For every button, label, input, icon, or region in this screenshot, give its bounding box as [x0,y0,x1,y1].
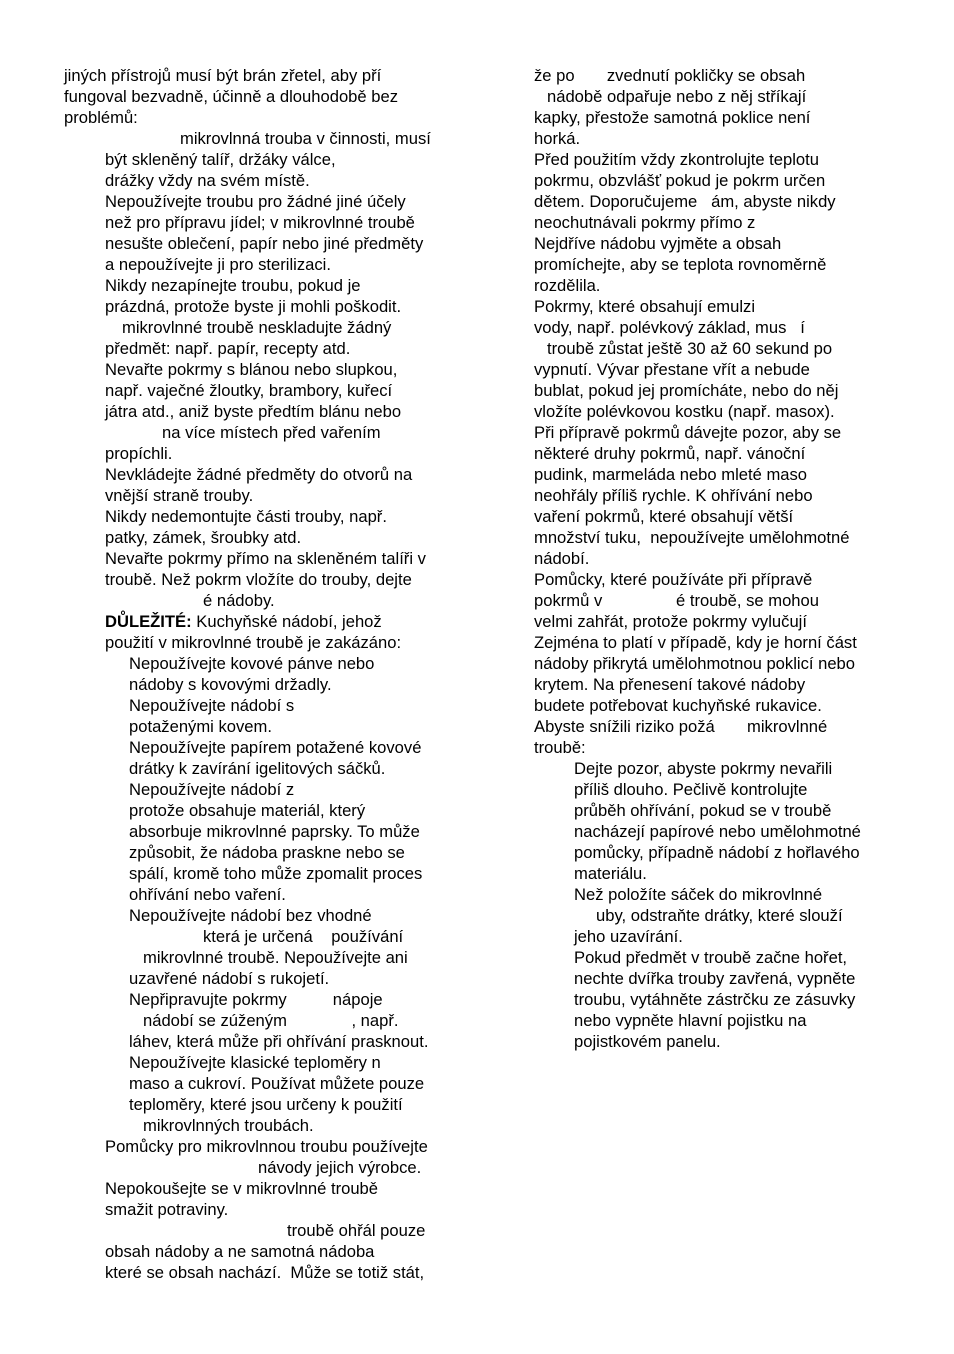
text-line: uby, odstraňte drátky, které slouží [596,906,843,925]
text-line: propíchli. [105,444,173,463]
text-line: drátky k zavírání igelitových sáčků. [129,759,386,778]
text-line: nádobí. [534,549,590,568]
text-line: nesušte oblečení, papír nebo jiné předměty [105,234,424,253]
text-line: protože obsahuje materiál, který [129,801,366,820]
text-line: Dejte pozor, abyste pokrmy nevařili [574,759,833,778]
text-line: příliš dlouho. Pečlivě kontrolujte [574,780,808,799]
text-line: Nepoužívejte kovové pánve nebo [129,654,375,673]
text-line: způsobit, že nádoba praskne nebo se [129,843,405,862]
text-line: Nepoužívejte nádobí z [129,780,295,799]
text-line: Nepoužívejte troubu pro žádné jiné účely [105,192,406,211]
text-line: promíchejte, aby se teplota rovnoměrně [534,255,827,274]
text-line: vaření pokrmů, které obsahují větší [534,507,794,526]
text-line: vnější straně trouby. [105,486,254,505]
text-line: Nepřipravujte pokrmy nápoje [129,990,383,1009]
text-line: maso a cukroví. Používat můžete pouze [129,1074,425,1093]
text-line: Nikdy nezapínejte troubu, pokud je [105,276,361,295]
text-line: potaženými kovem. [129,717,272,736]
text-line: průběh ohřívání, pokud se v troubě [574,801,832,820]
text-line: Nepoužívejte nádobí s [129,696,295,715]
text-line: než pro přípravu jídel; v mikrovlnné troubě [105,213,415,232]
text-line: Nepoužívejte papírem potažené kovové [129,738,422,757]
text-line: játra atd., aniž byste předtím blánu nebo [105,402,402,421]
text-line: bublat, pokud jej promícháte, nebo do něj [534,381,839,400]
text-line: velmi zahřát, protože pokrmy vylučují [534,612,807,631]
text-line: nebo vypněte hlavní pojistku na [574,1011,807,1030]
text-line: jeho uzavírání. [574,927,683,946]
text-line: spálí, kromě toho může zpomalit proces [129,864,423,883]
text-line: ohřívání nebo vaření. [129,885,286,904]
text-line: nádoby s kovovými držadly. [129,675,332,694]
text-line: pojistkovém panelu. [574,1032,721,1051]
text-line: Před použitím vždy zkontrolujte teplotu [534,150,820,169]
text-line: Zejména to platí v případě, kdy je horní část [534,633,857,652]
text-line: krytem. Na přenesení takové nádoby [534,675,806,694]
text-line: vypnutí. Vývar přestane vřít a nebude [534,360,810,379]
text-line: teploměry, které jsou určeny k použití [129,1095,403,1114]
text-line: Nepokoušejte se v mikrovlnné troubě [105,1179,379,1198]
text-line: troubě zůstat ještě 30 až 60 sekund po [547,339,833,358]
text-line: Při přípravě pokrmů dávejte pozor, aby se [534,423,842,442]
text-line: nacházejí papírové nebo umělohmotné [574,822,861,841]
text-line: mikrovlnná trouba v činnosti, musí [180,129,431,148]
text-line: předmět: např. papír, recepty atd. [105,339,351,358]
text-line: že po zvednutí pokličky se obsah [534,66,806,85]
text-line: vody, např. polévkový základ, mus í [534,318,805,337]
text-line: použití v mikrovlnné troubě je zakázáno: [105,633,402,652]
text-line: které se obsah nachází. Může se totiž stát, [105,1263,425,1282]
text-line: nádobí se zúženým , např. [143,1011,399,1030]
text-line: troubě: [534,738,586,757]
text-line: budete potřebovat kuchyňské rukavice. [534,696,822,715]
text-line: Pomůcky, které používáte při přípravě [534,570,813,589]
text-line: na více místech před vařením [162,423,381,442]
text-line: Abyste snížili riziko požá mikrovlnné [534,717,828,736]
text-line: Nevařte pokrmy přímo na skleněném talíři v [105,549,426,568]
text-line: troubě. Než pokrm vložíte do trouby, dejte [105,570,412,589]
text-line: obsah nádoby a ne samotná nádoba [105,1242,375,1261]
text-line: být skleněný talíř, držáky válce, [105,150,336,169]
text-line: pomůcky, případně nádobí z hořlavého [574,843,860,862]
text-line: absorbuje mikrovlnné paprsky. To může [129,822,420,841]
text-line: nádobě odpařuje nebo z něj stříkají [547,87,807,106]
text-line: jiných přístrojů musí být brán zřetel, aby pří [64,66,382,85]
text-line: fungoval bezvadně, účinně a dlouhodobě bez [64,87,398,106]
text-line: patky, zámek, šroubky atd. [105,528,302,547]
text-line: smažit potraviny. [105,1200,229,1219]
text-line: Kuchyňské nádobí, jehož [196,612,382,631]
text-line: Nevkládejte žádné předměty do otvorů na [105,465,413,484]
text-line: nádoby přikrytá umělohmotnou poklicí nebo [534,654,856,673]
text-line: troubě ohřál pouze [287,1221,426,1240]
text-line: vložíte polévkovou kostku (např. masox). [534,402,835,421]
text-line: Nepoužívejte nádobí bez vhodné [129,906,372,925]
text-line: Nejdříve nádobu vyjměte a obsah [534,234,782,253]
text-line: láhev, která může při ohřívání prasknout. [129,1032,429,1051]
text-line: pudink, marmeláda nebo mleté maso [534,465,808,484]
text-line: pokrmů v é troubě, se mohou [534,591,819,610]
text-line: Pokud předmět v troubě začne hořet, [574,948,848,967]
text-line: troubu, vytáhněte zástrčku ze zásuvky [574,990,856,1009]
text-line: která je určená používání [203,927,404,946]
text-line: některé druhy pokrmů, např. vánoční [534,444,806,463]
important-line [105,611,382,632]
text-line: mikrovlnných troubách. [143,1116,314,1135]
text-line: neohřály příliš rychle. K ohřívání nebo [534,486,813,505]
text-line: dětem. Doporučujeme ám, abyste nikdy [534,192,836,211]
text-line: Než položíte sáček do mikrovlnné [574,885,823,904]
text-line: a nepoužívejte ji pro sterilizaci. [105,255,331,274]
text-line: problémů: [64,108,138,127]
text-line: drážky vždy na svém místě. [105,171,310,190]
text-line: Nevařte pokrmy s blánou nebo slupkou, [105,360,398,379]
text-line: Pomůcky pro mikrovlnnou troubu používejte [105,1137,428,1156]
text-line: kapky, přestože samotná poklice není [534,108,811,127]
text-line: é nádoby. [203,591,275,610]
text-line: prázdná, protože byste ji mohli poškodit. [105,297,402,316]
text-line: materiálu. [574,864,647,883]
text-line: horká. [534,129,581,148]
text-line: mikrovlnné troubě. Nepoužívejte ani [143,948,408,967]
text-line: rozdělila. [534,276,601,295]
text-line: pokrmu, obzvlášť pokud je pokrm určen [534,171,826,190]
text-line: např. vaječné žloutky, brambory, kuřecí [105,381,393,400]
text-line: uzavřené nádobí s rukojetí. [129,969,330,988]
important-label: DŮLEŽITÉ: [105,612,192,631]
text-line: návody jejich výrobce. [258,1158,422,1177]
text-line: neochutnávali pokrmy přímo z [534,213,756,232]
text-line: Nikdy nedemontujte části trouby, např. [105,507,387,526]
text-line: Pokrmy, které obsahují emulzi [534,297,756,316]
text-line: mikrovlnné troubě neskladujte žádný [122,318,392,337]
text-line: Nepoužívejte klasické teploměry n [129,1053,381,1072]
text-line: množství tuku, nepoužívejte umělohmotné [534,528,850,547]
text-line: nechte dvířka trouby zavřená, vypněte [574,969,856,988]
